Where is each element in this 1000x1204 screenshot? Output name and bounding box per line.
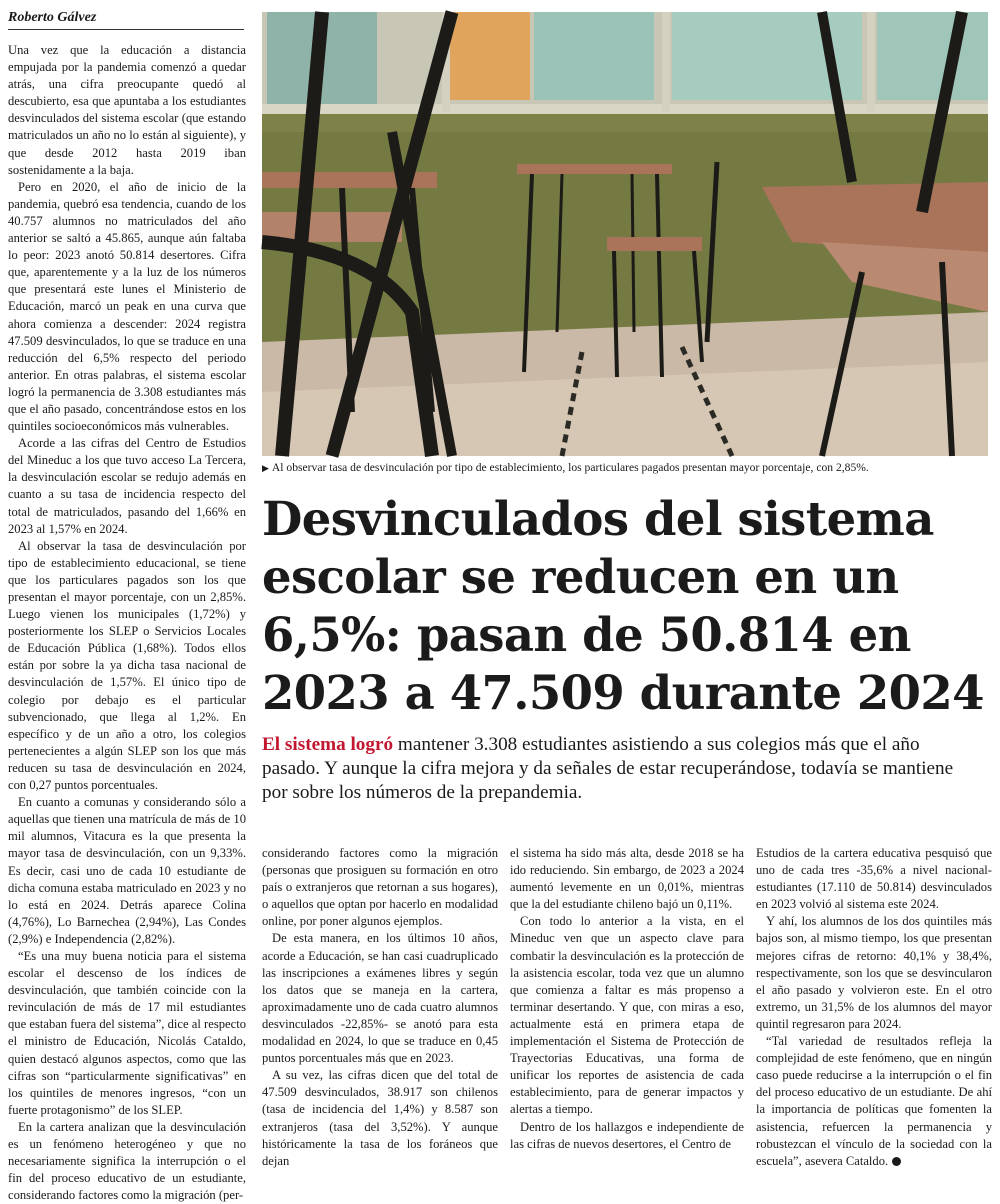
paragraph: En la cartera analizan que la desvinculación es un fenómeno heterogéneo y que no necesariamente significa la interrupción o el fin del proceso educativo de un estudiante, considerando factores como la migración (per- — [8, 1119, 246, 1203]
paragraph: considerando factores como la migración (personas que prosiguen su formación en otro país o extranjeros que retornan a sus hogares), o aquellos que optan por hacerlo en modalidad online, por poner algunos ejemplos. — [262, 846, 498, 929]
paragraph: Una vez que la educación a distancia empujada por la pandemia comenzó a quedar atrás, una cifra preocupante quedó al descubierto, esa que apuntaba a los estudiantes desvinculados del sistema escolar (que estando matriculados un año no lo están al siguiente), y que desde 2012 hasta 2019 iban sostenidamente a la baja. — [8, 43, 246, 177]
end-mark-icon — [892, 1157, 901, 1166]
deck-lead: El sistema logró — [262, 734, 394, 755]
body-column-2 — [262, 845, 498, 1169]
final-text: “Tal variedad de resultados refleja la complejidad de este fenómeno, que en ningún caso puede reducirse a la interrupción o el fin del proceso educativo de un estudiante. De ahí la importancia de políticas que fomenten la asistencia, refuercen la permanencia y robustezcan el vínculo de la sociedad con la escuela”, asevera Cataldo. — [756, 1034, 992, 1168]
paragraph: Estudios de la cartera educativa pesquisó que uno de cada tres -35,6% a nivel nacional- estudiantes (17.110 de 50.814) desvinculados en 2023 volvió al sistema este 2024. — [756, 846, 992, 912]
windows — [262, 12, 988, 114]
headline: Desvinculados del sistema escolar se reducen en un 6,5%: pasan de 50.814 en 2023 a 47.509 durante 2024 — [262, 491, 984, 720]
paragraph: el sistema ha sido más alta, desde 2018 se ha ido reduciendo. Sin embargo, de 2023 a 2024 aumentó levemente en un 0,01%, mientras que la del estudiante chileno bajó un 0,11%. — [510, 846, 744, 912]
classroom-photo — [262, 12, 988, 456]
paragraph: Acorde a las cifras del Centro de Estudios del Mineduc a los que tuvo acceso La Tercera, la desvinculación escolar se redujo además en cuanto a su tasa de incidencia respecto del total de matriculados, pasando del 1,66% en 2023 al 1,57% en 2024. — [8, 436, 246, 536]
paragraph: Con todo lo anterior a la vista, en el Mineduc ven que un aspecto clave para combatir la desvinculación es la protección de la asistencia escolar, toda vez que un alumno que comienza a faltar es más propenso a terminar desertando. Y que, con miras a eso, actualmente está en primera etapa de implementación el Sistema de Protección de Trayectorias Educativas, una forma de unificar los reportes de asistencia de cada establecimiento, para de generar impactos y alertas a tiempo. — [510, 914, 744, 1117]
paragraph: En cuanto a comunas y considerando sólo a aquellas que tienen una matrícula de más de 10 mil alumnos, Vitacura es la que presenta la mayor tasa de desvinculación, con un 9,33%. Es decir, casi uno de cada 10 estudiante de dicha comuna estaba matriculado en 2023 y no lo está en 2024. Detrás aparece Colina (4,76%), Lo Barnechea (2,94%), Las Condes (2,9%) e Independencia (2,82%). — [8, 795, 246, 946]
deck-summary — [262, 733, 962, 805]
paragraph: Pero en 2020, el año de inicio de la pandemia, quebró esa tendencia, cuando de los 40.757 alumnos no matriculados del año anterior se saltó a 45.865, aunque aún faltaba lo peor: 2023 anotó 50.814 desertores. Cifra que, aparentemente y a la luz de los números que presentará este lunes el Ministerio de Educación, marcó un peak en una curva que ahora comienza a descender: 2024 registra 47.509 desvinculados, lo que se traduce en una reducción del 6,5% respecto del periodo anterior. En otras palabras, el sistema escolar logró la permanencia de 3.308 estudiantes más que el año pasado, concentrándose estos en los quintiles socioeconómicos más vulnerables. — [8, 179, 246, 434]
caption-text: Al observar tasa de desvinculación por tipo de establecimiento, los particulares pagados presentan mayor porcentaje, con 2,85%. — [271, 461, 869, 474]
body-column-4 — [756, 845, 992, 1169]
paragraph: Al observar la tasa de desvinculación por tipo de establecimiento educacional, se tiene que los particulares pagados son los que presentan el mayor porcentaje, con un 2,85%. Luego vienen los municipales (1,72%) y posteriormente los SLEP o Servicios Locales de Educación Pública (1,68%). Todos ellos están por sobre la ya dicha tasa nacional de desvinculación de 1,57%. El único tipo de colegio por debajo es el particular subvencionado, que llega al 1,2%. En específico y de un año a otro, los colegios pertenecientes a algún SLEP son los que más reducen su tasa de desvinculación en 2024, con 0,27 puntos porcentuales. — [8, 538, 246, 793]
body-column-3 — [510, 845, 744, 1169]
photo-caption — [262, 461, 992, 475]
paragraph: Y ahí, los alumnos de los dos quintiles más bajos son, al mismo tiempo, los que presentan mejores cifras de retorno: 40,1% y 38,4%, respectivamente, son los que se desvincularon el año pasado y volvieron este. En el otro extremo, un 31,5% de los alumnos del mayor quintil regresaron para 2024. — [756, 914, 992, 1031]
paragraph: Dentro de los hallazgos e independiente de las cifras de nuevos desertores, el Centro de — [510, 1119, 744, 1151]
paragraph: A su vez, las cifras dicen que del total de 47.509 desvinculados, 38.917 son chilenos (tasa de incidencia del 1,4%) y 8.587 son extranjeros (tasa del 3,52%). Y aunque históricamente la tasa de los foráneos que dejan — [262, 1068, 498, 1168]
caption-triangle-icon: ▶ — [262, 463, 269, 473]
deck-text: mantener 3.308 estudiantes asistiendo a sus colegios más que el año pasado. Y aunque la cifra mejora y da señales de estar recuperándose, todavía se mantiene por sobre los números de la prepandemia. — [262, 734, 954, 803]
paragraph: “Es una muy buena noticia para el sistema escolar el descenso de los índices de desvinculación, que también coincide con la revinculación de más de 17 mil estudiantes que estaban fuera del sistema”, dice al respecto el ministro de Educación, Nicolás Cataldo, quien destacó algunos aspectos, como que las cifras son “particularmente significativas” en los quintiles de menores ingresos, “con un fuerte protagonismo” de los SLEP. — [8, 948, 246, 1117]
paragraph: De esta manera, en los últimos 10 años, acorde a Educación, se han casi cuadruplicado las inscripciones a exámenes libres y según los datos que se maneja en la cartera, aproximadamente uno de cada cuatro alumnos desvinculados -22,85%- se anotó para esta modalidad en 2024, lo que se traduce en 0,45 puntos porcentuales más que en 2023. — [262, 931, 498, 1066]
body-column-1 — [8, 42, 246, 1203]
paragraph-final — [756, 1033, 992, 1170]
byline: Roberto Gálvez — [8, 10, 244, 30]
